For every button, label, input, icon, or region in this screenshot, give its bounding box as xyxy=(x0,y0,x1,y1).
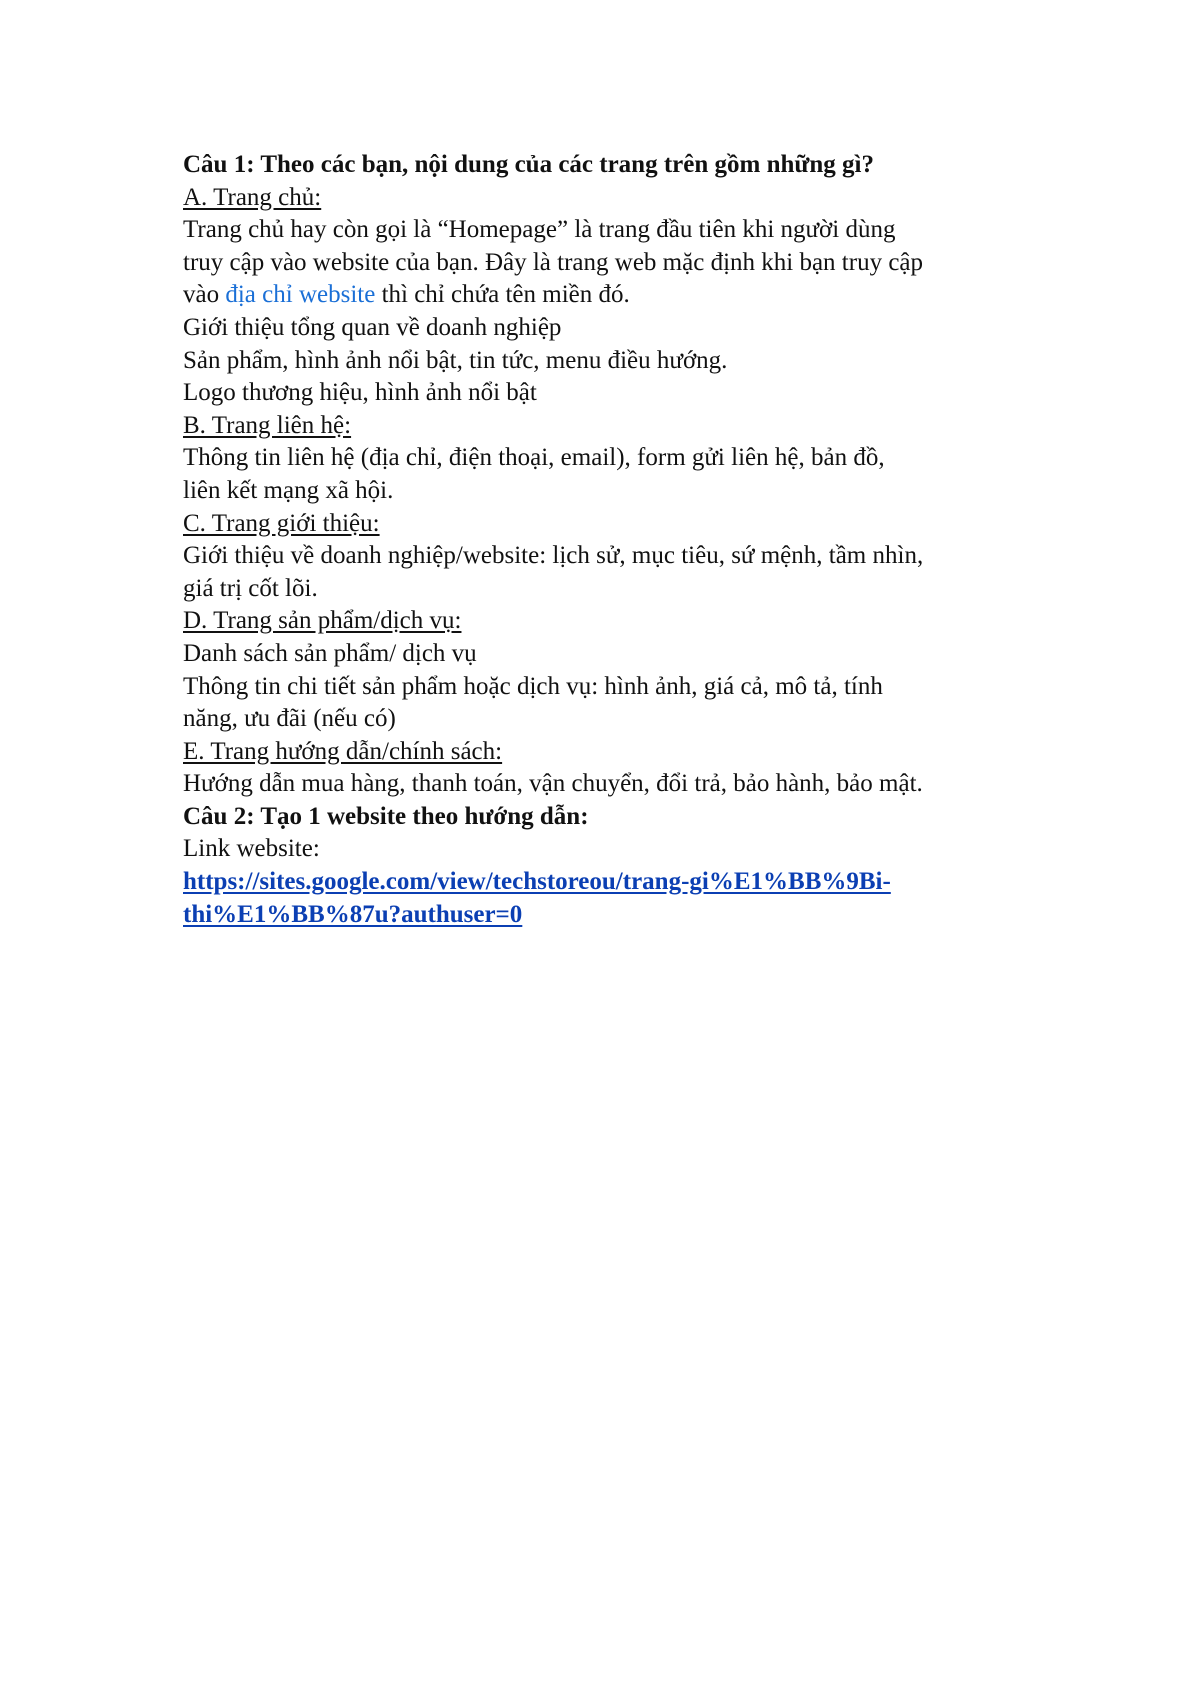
section-c-heading: C. Trang giới thiệu: xyxy=(183,509,380,537)
section-b-line-2: liên kết mạng xã hội. xyxy=(183,476,394,504)
document-body xyxy=(183,149,1053,931)
section-d-line-1: Danh sách sản phẩm/ dịch vụ xyxy=(183,639,477,667)
section-e-line-1: Hướng dẫn mua hàng, thanh toán, vận chuyển, đổi trả, bảo hành, bảo mật. xyxy=(183,770,923,798)
section-a-line-3-post: thì chỉ chứa tên miền đó. xyxy=(375,281,630,309)
section-a-line-4: Giới thiệu tổng quan về doanh nghiệp xyxy=(183,313,562,341)
question-2-title: Câu 2: Tạo 1 website theo hướng dẫn: xyxy=(183,802,589,830)
section-a-line-2: truy cập vào website của bạn. Đây là trang web mặc định khi bạn truy cập xyxy=(183,248,924,276)
section-b-line-1: Thông tin liên hệ (địa chỉ, điện thoại, email), form gửi liên hệ, bản đồ, xyxy=(183,444,885,472)
section-b-heading: B. Trang liên hệ: xyxy=(183,411,352,439)
section-d-heading: D. Trang sản phẩm/dịch vụ: xyxy=(183,607,462,635)
section-a-line-5: Sản phẩm, hình ảnh nổi bật, tin tức, menu điều hướng. xyxy=(183,346,728,374)
section-a-heading: A. Trang chủ: xyxy=(183,183,322,211)
website-url-link-line-1[interactable]: https://sites.google.com/view/techstoreou/trang-gi%E1%BB%9Bi- xyxy=(183,868,891,896)
section-e-heading: E. Trang hướng dẫn/chính sách: xyxy=(183,737,503,765)
section-c-line-2: giá trị cốt lõi. xyxy=(183,574,318,602)
section-a-line-1: Trang chủ hay còn gọi là “Homepage” là trang đầu tiên khi người dùng xyxy=(183,216,896,244)
section-a-line-6: Logo thương hiệu, hình ảnh nổi bật xyxy=(183,379,537,407)
section-a-line-3 xyxy=(183,279,1053,312)
section-d-line-3: năng, ưu đãi (nếu có) xyxy=(183,705,396,733)
section-c-line-1: Giới thiệu về doanh nghiệp/website: lịch sử, mục tiêu, sứ mệnh, tầm nhìn, xyxy=(183,542,924,570)
section-a-line-3-pre: vào xyxy=(183,281,226,309)
link-label: Link website: xyxy=(183,835,320,863)
section-d-line-2: Thông tin chi tiết sản phẩm hoặc dịch vụ: hình ảnh, giá cả, mô tả, tính xyxy=(183,672,883,700)
website-address-link[interactable]: địa chỉ website xyxy=(225,281,376,309)
website-url-link-line-2[interactable]: thi%E1%BB%87u?authuser=0 xyxy=(183,900,523,928)
question-1-title: Câu 1: Theo các bạn, nội dung của các trang trên gồm những gì? xyxy=(183,151,874,178)
